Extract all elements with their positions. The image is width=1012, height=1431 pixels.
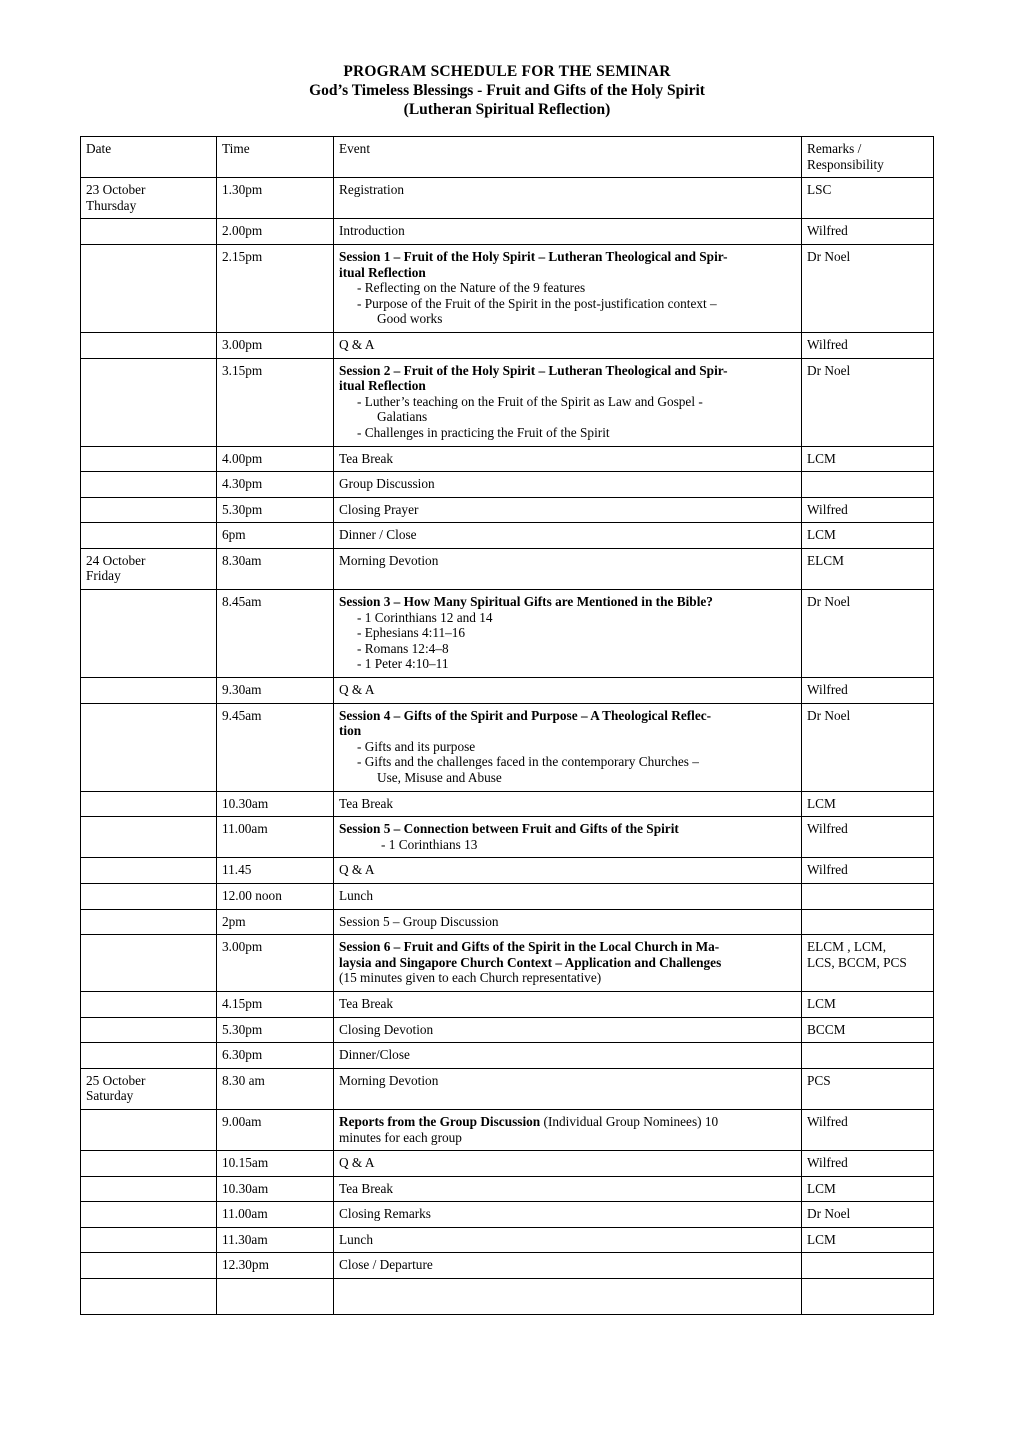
time-cell: 11.00am <box>217 1202 334 1228</box>
time-cell: 9.30am <box>217 678 334 704</box>
time-cell: 11.30am <box>217 1227 334 1253</box>
bullet-item: - Purpose of the Fruit of the Spirit in the post-justification context – <box>357 295 717 311</box>
event-cell: Lunch <box>334 883 802 909</box>
time-cell: 10.15am <box>217 1151 334 1177</box>
table-header-row <box>81 137 934 178</box>
remarks-cell: LCM <box>802 1227 934 1253</box>
event-cell: Tea Break <box>334 791 802 817</box>
remarks-cell <box>802 1279 934 1315</box>
table-row <box>81 178 934 219</box>
date-cell <box>81 791 217 817</box>
event-cell: Q & A <box>334 858 802 884</box>
bullet-item: - 1 Corinthians 12 and 14 <box>357 609 493 625</box>
event-cell: Morning Devotion <box>334 1068 802 1109</box>
date-cell <box>81 817 217 858</box>
remarks-cell: LCM <box>802 1176 934 1202</box>
session-title: Session 5 – Connection between Fruit and Gifts of the Spirit <box>339 821 679 837</box>
time-cell: 3.00pm <box>217 332 334 358</box>
date-cell <box>81 1202 217 1228</box>
date-cell <box>81 1068 217 1109</box>
column-header-remarks-line1: Remarks / <box>807 141 862 156</box>
event-cell: Introduction <box>334 219 802 245</box>
time-cell: 4.30pm <box>217 472 334 498</box>
time-cell: 10.30am <box>217 1176 334 1202</box>
event-cell <box>334 1279 802 1315</box>
remarks-cell: Wilfred <box>802 219 934 245</box>
remarks-cell <box>802 1043 934 1069</box>
event-cell: Q & A <box>334 678 802 704</box>
time-cell <box>217 1279 334 1315</box>
bullet-item: - Ephesians 4:11–16 <box>357 625 466 641</box>
remarks-cell: BCCM <box>802 1017 934 1043</box>
bullet-item: - Romans 12:4–8 <box>357 640 449 656</box>
remarks-cell: LCM <box>802 791 934 817</box>
remarks-cell: Wilfred <box>802 817 934 858</box>
event-cell <box>334 358 802 446</box>
session-title: Session 4 – Gifts of the Spirit and Purpose – A Theological Reflec- <box>339 707 712 723</box>
date-cell <box>81 178 217 219</box>
date-line-2: Thursday <box>86 197 137 213</box>
time-cell: 6pm <box>217 523 334 549</box>
column-header-remarks-line2: Responsibility <box>807 156 884 172</box>
date-cell <box>81 1109 217 1150</box>
time-cell: 2.15pm <box>217 244 334 332</box>
date-cell <box>81 883 217 909</box>
remarks-cell: Dr Noel <box>802 358 934 446</box>
date-cell <box>81 472 217 498</box>
session-title: Session 6 – Fruit and Gifts of the Spirit in the Local Church in Ma- <box>339 939 720 955</box>
remarks-cell <box>802 1253 934 1279</box>
event-cell <box>334 1109 802 1150</box>
remarks-cell: Dr Noel <box>802 703 934 791</box>
table-row <box>81 1279 934 1315</box>
event-cell <box>334 703 802 791</box>
table-row <box>81 472 934 498</box>
date-cell <box>81 935 217 992</box>
remarks-cell <box>802 909 934 935</box>
remarks-cell: Dr Noel <box>802 244 934 332</box>
column-header-event: Event <box>334 137 802 178</box>
date-cell <box>81 1151 217 1177</box>
event-cell: Closing Remarks <box>334 1202 802 1228</box>
event-cell: Q & A <box>334 332 802 358</box>
remarks-cell: LSC <box>802 178 934 219</box>
table-row <box>81 991 934 1017</box>
time-cell: 4.00pm <box>217 446 334 472</box>
session-title-cont: laysia and Singapore Church Context – Application and Challenges <box>339 954 722 970</box>
schedule-table <box>80 136 934 1315</box>
time-cell: 6.30pm <box>217 1043 334 1069</box>
table-row <box>81 1202 934 1228</box>
time-cell: 9.00am <box>217 1109 334 1150</box>
session-title-cont: itual Reflection <box>339 264 426 280</box>
remarks-line-1: ELCM , LCM, <box>807 939 887 955</box>
date-line-1: 25 October <box>86 1072 146 1088</box>
bullet-item: - Challenges in practicing the Fruit of the Spirit <box>357 424 610 440</box>
remarks-cell: Dr Noel <box>802 590 934 678</box>
table-row <box>81 1068 934 1109</box>
event-cell: Lunch <box>334 1227 802 1253</box>
bullet-item: - 1 Peter 4:10–11 <box>357 656 449 672</box>
schedule-table-body <box>81 178 934 1315</box>
date-cell <box>81 678 217 704</box>
time-cell: 11.00am <box>217 817 334 858</box>
remarks-cell: Wilfred <box>802 1151 934 1177</box>
table-row <box>81 523 934 549</box>
bullet-item-cont: Good works <box>377 311 443 327</box>
date-cell <box>81 1279 217 1315</box>
date-cell <box>81 219 217 245</box>
remarks-cell: Wilfred <box>802 678 934 704</box>
session-title: Session 3 – How Many Spiritual Gifts are Mentioned in the Bible? <box>339 594 713 610</box>
remarks-cell: LCM <box>802 446 934 472</box>
table-row <box>81 1253 934 1279</box>
event-cell: Tea Break <box>334 446 802 472</box>
time-cell: 12.00 noon <box>217 883 334 909</box>
date-cell <box>81 1043 217 1069</box>
event-cell: Dinner / Close <box>334 523 802 549</box>
bullet-item: - Gifts and the challenges faced in the contemporary Churches – <box>357 754 699 770</box>
title-line-3: (Lutheran Spiritual Reflection) <box>403 101 611 118</box>
table-row <box>81 548 934 589</box>
date-cell <box>81 523 217 549</box>
table-row <box>81 497 934 523</box>
time-cell: 2pm <box>217 909 334 935</box>
event-cell: Tea Break <box>334 1176 802 1202</box>
time-cell: 9.45am <box>217 703 334 791</box>
date-cell <box>81 497 217 523</box>
date-cell <box>81 244 217 332</box>
date-line-2: Friday <box>86 568 121 584</box>
event-cell <box>334 244 802 332</box>
time-cell: 3.00pm <box>217 935 334 992</box>
event-cell: Morning Devotion <box>334 548 802 589</box>
time-cell: 5.30pm <box>217 1017 334 1043</box>
bullet-item: - 1 Corinthians 13 <box>381 836 478 852</box>
session-title: Session 2 – Fruit of the Holy Spirit – Lutheran Theological and Spir- <box>339 362 728 378</box>
table-row <box>81 358 934 446</box>
event-cell: Session 5 – Group Discussion <box>334 909 802 935</box>
table-row <box>81 590 934 678</box>
remarks-cell: Wilfred <box>802 1109 934 1150</box>
column-header-date: Date <box>81 137 217 178</box>
date-cell <box>81 1227 217 1253</box>
remarks-cell: PCS <box>802 1068 934 1109</box>
table-row <box>81 1151 934 1177</box>
bullet-item-cont: Galatians <box>377 409 428 425</box>
time-cell: 5.30pm <box>217 497 334 523</box>
time-cell: 3.15pm <box>217 358 334 446</box>
session-title-tail: (Individual Group Nominees) 10 <box>540 1113 719 1129</box>
table-row <box>81 1109 934 1150</box>
table-row <box>81 1176 934 1202</box>
session-title: Reports from the Group Discussion <box>339 1113 541 1129</box>
event-cell <box>334 935 802 992</box>
event-cell <box>334 817 802 858</box>
event-cell <box>334 590 802 678</box>
date-cell <box>81 858 217 884</box>
title-line-1: PROGRAM SCHEDULE FOR THE SEMINAR <box>343 63 671 80</box>
table-row <box>81 219 934 245</box>
date-cell <box>81 703 217 791</box>
table-row <box>81 244 934 332</box>
session-title-cont: tion <box>339 723 362 739</box>
table-row <box>81 1017 934 1043</box>
date-cell <box>81 590 217 678</box>
table-row <box>81 703 934 791</box>
table-row <box>81 446 934 472</box>
date-cell <box>81 332 217 358</box>
event-cell: Closing Devotion <box>334 1017 802 1043</box>
remarks-cell: Wilfred <box>802 858 934 884</box>
time-cell: 2.00pm <box>217 219 334 245</box>
remarks-line-2: LCS, BCCM, PCS <box>807 954 907 970</box>
date-cell <box>81 446 217 472</box>
table-row <box>81 791 934 817</box>
time-cell: 8.30 am <box>217 1068 334 1109</box>
remarks-cell: ELCM <box>802 548 934 589</box>
bullet-item-cont: Use, Misuse and Abuse <box>377 770 502 785</box>
remarks-cell <box>802 472 934 498</box>
event-cell: Tea Break <box>334 991 802 1017</box>
date-cell <box>81 1017 217 1043</box>
remarks-cell <box>802 883 934 909</box>
event-cell: Registration <box>334 178 802 219</box>
table-row <box>81 883 934 909</box>
event-cell: Closing Prayer <box>334 497 802 523</box>
date-line-1: 24 October <box>86 552 146 568</box>
table-row <box>81 678 934 704</box>
event-cell: Dinner/Close <box>334 1043 802 1069</box>
date-cell <box>81 1176 217 1202</box>
table-row <box>81 909 934 935</box>
column-header-remarks <box>802 137 934 178</box>
date-cell <box>81 909 217 935</box>
date-cell <box>81 548 217 589</box>
session-title-cont: itual Reflection <box>339 378 426 394</box>
time-cell: 4.15pm <box>217 991 334 1017</box>
page-title <box>80 62 934 119</box>
time-cell: 10.30am <box>217 791 334 817</box>
remarks-cell: LCM <box>802 991 934 1017</box>
title-line-2: God’s Timeless Blessings - Fruit and Gifts of the Holy Spirit <box>309 82 705 99</box>
remarks-cell <box>802 935 934 992</box>
time-cell: 1.30pm <box>217 178 334 219</box>
table-row <box>81 1227 934 1253</box>
column-header-time: Time <box>217 137 334 178</box>
session-title: Session 1 – Fruit of the Holy Spirit – Lutheran Theological and Spir- <box>339 248 728 264</box>
table-row <box>81 935 934 992</box>
date-line-1: 23 October <box>86 182 146 198</box>
time-cell: 8.45am <box>217 590 334 678</box>
table-row <box>81 332 934 358</box>
event-cell: Group Discussion <box>334 472 802 498</box>
time-cell: 8.30am <box>217 548 334 589</box>
remarks-cell: Wilfred <box>802 497 934 523</box>
session-note: (15 minutes given to each Church representative) <box>339 970 602 986</box>
table-row <box>81 858 934 884</box>
remarks-cell: Wilfred <box>802 332 934 358</box>
session-note: minutes for each group <box>339 1129 462 1145</box>
bullet-item: - Gifts and its purpose <box>357 738 476 754</box>
bullet-item: - Reflecting on the Nature of the 9 features <box>357 280 586 296</box>
time-cell: 11.45 <box>217 858 334 884</box>
time-cell: 12.30pm <box>217 1253 334 1279</box>
table-row <box>81 1043 934 1069</box>
event-cell: Q & A <box>334 1151 802 1177</box>
bullet-item: - Luther’s teaching on the Fruit of the Spirit as Law and Gospel - <box>357 393 703 409</box>
remarks-cell: Dr Noel <box>802 1202 934 1228</box>
table-row <box>81 817 934 858</box>
remarks-cell: LCM <box>802 523 934 549</box>
date-cell <box>81 991 217 1017</box>
date-cell <box>81 1253 217 1279</box>
date-line-2: Saturday <box>86 1088 134 1104</box>
event-cell: Close / Departure <box>334 1253 802 1279</box>
date-cell <box>81 358 217 446</box>
